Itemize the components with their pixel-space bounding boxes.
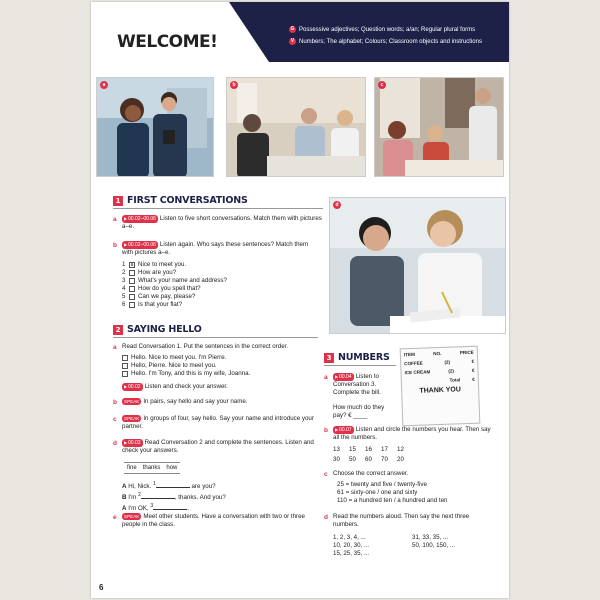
word-option: fine <box>127 465 137 471</box>
choice-item[interactable]: 25 = twenty and five / twenty-five <box>337 481 427 488</box>
photo-c <box>374 77 504 177</box>
exercise-3a <box>333 373 395 397</box>
word-option: how <box>166 465 178 471</box>
sequence-item: 10, 20, 30, ... <box>333 542 370 549</box>
photo-b <box>226 77 366 177</box>
item-text: Hello, Pierre. Nice to meet you. <box>131 362 217 369</box>
sequence-item: 50, 100, 150, ... <box>412 542 456 549</box>
sequence-item: 31, 33, 35, ... <box>412 534 449 541</box>
number-item[interactable]: 12 <box>397 446 404 453</box>
order-box[interactable] <box>122 371 128 377</box>
numbers-grid <box>333 446 413 463</box>
list-item <box>122 301 227 309</box>
exercise-3a-letter: a <box>324 374 328 381</box>
exercise-3a-question: How much do they pay? € ____ <box>333 404 385 419</box>
item-text: What's your name and address? <box>138 277 227 284</box>
dialog-text: I'm OK, <box>128 505 151 513</box>
audio-track-button[interactable]: ▶ 00.03 <box>122 439 143 447</box>
exercise-2b <box>122 398 322 406</box>
list-item <box>122 362 250 370</box>
exercise-3c-text: Choose the correct answer. <box>333 470 409 477</box>
vocab-text: Numbers; The alphabet; Colours; Classroom objects and instructions <box>299 38 482 45</box>
audio-track-button[interactable]: ▶ 00.02–00.06 <box>122 215 158 223</box>
speak-icon: SPEAK <box>124 514 140 519</box>
exercise-3a-text: Listen to Conversation 3. Complete the bill. <box>333 373 381 396</box>
section-1-title <box>113 195 248 206</box>
exercise-2a-text: Read Conversation 1. Put the sentences in the correct order. <box>122 343 289 350</box>
gap-blank[interactable] <box>141 493 175 499</box>
grammar-text: Possessive adjectives; Question words; a/an; Regular plural forms <box>299 26 476 33</box>
word-box <box>124 462 180 474</box>
sequence-item: 15, 25, 35, ... <box>333 550 370 557</box>
exercise-2d <box>122 439 322 455</box>
section-3-title <box>324 352 390 363</box>
exercise-2a-list <box>122 354 250 378</box>
meeting-table-image <box>227 78 366 177</box>
number-item[interactable]: 16 <box>365 446 372 453</box>
exercise-3b-text: Listen and circle the numbers you hear. Then say all the numbers. <box>333 426 491 441</box>
gap-blank[interactable] <box>156 482 190 488</box>
office-people-image <box>97 78 214 177</box>
receipt-row <box>404 359 474 366</box>
section-2-number: 2 <box>113 325 123 335</box>
dialog-line <box>122 491 226 502</box>
audio-track-button[interactable]: ▶ 00.04 <box>333 373 354 381</box>
sequence-right <box>412 534 455 550</box>
audio-track-button[interactable]: ▶ 00.02 <box>122 383 143 391</box>
bill-receipt <box>400 346 481 427</box>
speaker: B <box>122 494 127 502</box>
dialog-text: . <box>187 505 189 513</box>
item-number: 2 <box>122 269 126 276</box>
receipt-item: COFFEE <box>404 360 423 367</box>
choice-item[interactable]: 61 = sixty-one / one and sixty <box>337 489 418 496</box>
exercise-3c-letter: c <box>324 471 328 478</box>
item-number: 3 <box>122 277 126 284</box>
exercise-3d-letter: d <box>324 514 328 521</box>
item-text: Hello. I'm Tony, and this is my wife, Joanna. <box>131 370 251 377</box>
grammar-line <box>289 26 475 33</box>
audio-instruction: Listen and check your answer. <box>144 383 228 390</box>
cafe-image <box>375 78 504 177</box>
exercise-2d-text: Read Conversation 2 and complete the sentences. Listen and check your answers. <box>122 439 314 454</box>
order-box[interactable] <box>122 363 128 369</box>
exercise-1a-letter: a <box>113 216 117 223</box>
item-text: Hello. Nice to meet you. I'm Pierre. <box>131 354 227 361</box>
answer-box[interactable] <box>129 286 135 292</box>
photo-b-label: b <box>230 81 238 89</box>
word-option: thanks <box>142 465 161 471</box>
gap-number: 1 <box>152 481 156 487</box>
section-1-heading: FIRST CONVERSATIONS <box>127 195 248 206</box>
exercise-1b-text: Listen again. Who says these sentences? Match them with pictures a–e. <box>122 241 309 256</box>
item-text: Is that your flat? <box>138 301 183 308</box>
speak-icon: SPEAK <box>124 416 140 421</box>
item-text: Nice to meet you. <box>138 261 187 268</box>
section-1-rule <box>113 208 323 209</box>
section-3-heading: NUMBERS <box>338 352 390 363</box>
students-studying-image <box>330 198 506 334</box>
choice-item[interactable]: 110 = a hundred ten / a hundred and ten <box>337 497 448 504</box>
exercise-3b-letter: b <box>324 427 328 434</box>
receipt-col: ITEM <box>403 351 415 358</box>
exercise-1a <box>122 215 322 231</box>
exercise-2c-letter: c <box>113 416 117 423</box>
speaker: A <box>122 483 127 491</box>
exercise-2b-text: In pairs, say hello and say your name. <box>143 398 248 405</box>
receipt-header <box>404 350 474 357</box>
vocab-tag: V <box>290 38 295 44</box>
exercise-2e <box>122 513 320 529</box>
answer-box[interactable] <box>129 270 135 276</box>
receipt-qty: (2) <box>444 359 451 365</box>
number-item[interactable]: 20 <box>397 456 404 463</box>
receipt-item: ICE CREAM <box>404 369 431 376</box>
list-item <box>122 269 227 277</box>
dialog-text: are you? <box>189 483 216 491</box>
vocab-line <box>289 38 482 45</box>
section-1-number: 1 <box>113 196 123 206</box>
answer-box[interactable] <box>129 294 135 300</box>
speak-icon: SPEAK <box>124 399 140 404</box>
page-title: WELCOME! <box>117 32 218 52</box>
sequence-left <box>333 534 369 558</box>
item-number: 5 <box>122 293 126 300</box>
list-item <box>122 370 250 378</box>
photo-a-label: a <box>100 81 108 89</box>
textbook-page <box>91 2 509 598</box>
receipt-col: PRICE <box>459 349 474 356</box>
section-3-number: 3 <box>324 353 334 363</box>
list-item <box>122 354 250 362</box>
exercise-1b-list <box>122 261 227 309</box>
number-item[interactable]: 15 <box>349 446 356 453</box>
receipt-row <box>404 368 474 375</box>
gap-number: 2 <box>137 492 141 499</box>
dialog-text: , thanks. And you? <box>174 494 226 502</box>
list-item <box>122 293 227 301</box>
receipt-thanks: THANK YOU <box>419 386 462 395</box>
exercise-3d-text: Read the numbers aloud. Then say the next three numbers. <box>333 513 470 528</box>
item-text: How do you spell that? <box>138 285 201 292</box>
section-2-title <box>113 324 202 335</box>
receipt-col: NO. <box>433 350 442 357</box>
gap-number: 3 <box>150 503 154 510</box>
item-text: Can we pay, please? <box>138 293 196 300</box>
exercise-2c-text: In groups of four, say hello. Say your name and introduce your partner. <box>122 415 314 430</box>
receipt-price: € <box>471 358 475 364</box>
gap-blank[interactable] <box>153 504 189 513</box>
order-box[interactable] <box>122 355 128 361</box>
photo-c-label: c <box>378 81 386 89</box>
exercise-2c <box>122 415 320 431</box>
speaker: A <box>122 505 127 513</box>
page-number: 6 <box>99 583 104 592</box>
audio-track-button[interactable]: ▶ 00.02–00.06 <box>122 241 158 249</box>
section-2-rule <box>113 337 318 338</box>
audio-track-button[interactable]: ▶ 00.07 <box>333 426 354 434</box>
exercise-1a-text: Listen to five short conversations. Match them with pictures a–e. <box>122 215 322 230</box>
exercise-2d-letter: d <box>113 440 117 447</box>
exercise-1b <box>122 241 312 257</box>
sequence-item: 1, 2, 3, 4, ... <box>333 534 366 541</box>
number-item[interactable]: 50 <box>349 456 356 463</box>
receipt-price: € <box>471 367 475 373</box>
section-2-heading: SAYING HELLO <box>127 324 202 335</box>
photo-a <box>96 77 214 177</box>
exercise-3b <box>333 426 493 442</box>
receipt-qty: (2) <box>448 368 454 374</box>
number-item[interactable]: 13 <box>333 446 340 453</box>
number-item[interactable]: 60 <box>365 456 372 463</box>
item-number: 4 <box>122 285 126 292</box>
number-item[interactable]: 30 <box>333 456 340 463</box>
photo-d <box>329 197 506 334</box>
number-item[interactable]: 70 <box>381 456 388 463</box>
receipt-total <box>405 377 475 384</box>
item-number: 1 <box>122 261 126 268</box>
exercise-2a-letter: a <box>113 344 117 351</box>
section-3-rule <box>324 365 396 366</box>
dialog-line <box>122 502 226 513</box>
exercise-2e-text: Meet other students. Have a conversation with two or three people in the class. <box>122 513 305 528</box>
exercise-3c-list <box>337 481 497 505</box>
list-item <box>122 285 227 293</box>
exercise-2a-audio <box>122 383 228 391</box>
exercise-2b-letter: b <box>113 399 117 406</box>
item-text: How are you? <box>138 269 177 276</box>
list-item <box>122 277 227 285</box>
list-item <box>122 261 227 269</box>
item-number: 6 <box>122 301 126 308</box>
dialog-text: I'm <box>128 494 138 502</box>
dialog-line <box>122 480 226 491</box>
receipt-total-price: € <box>472 376 475 382</box>
dialog <box>122 480 226 513</box>
receipt-total-label: Total <box>449 377 461 383</box>
exercise-1b-letter: b <box>113 242 117 249</box>
answer-box[interactable] <box>129 278 135 284</box>
number-item[interactable]: 17 <box>381 446 388 453</box>
grammar-tag: G <box>290 26 295 32</box>
answer-box[interactable]: a <box>130 262 134 268</box>
photo-d-label: d <box>333 201 341 209</box>
exercise-2e-letter: e <box>113 514 117 521</box>
answer-box[interactable] <box>129 302 135 308</box>
dialog-text: Hi, Nick. <box>128 483 153 491</box>
